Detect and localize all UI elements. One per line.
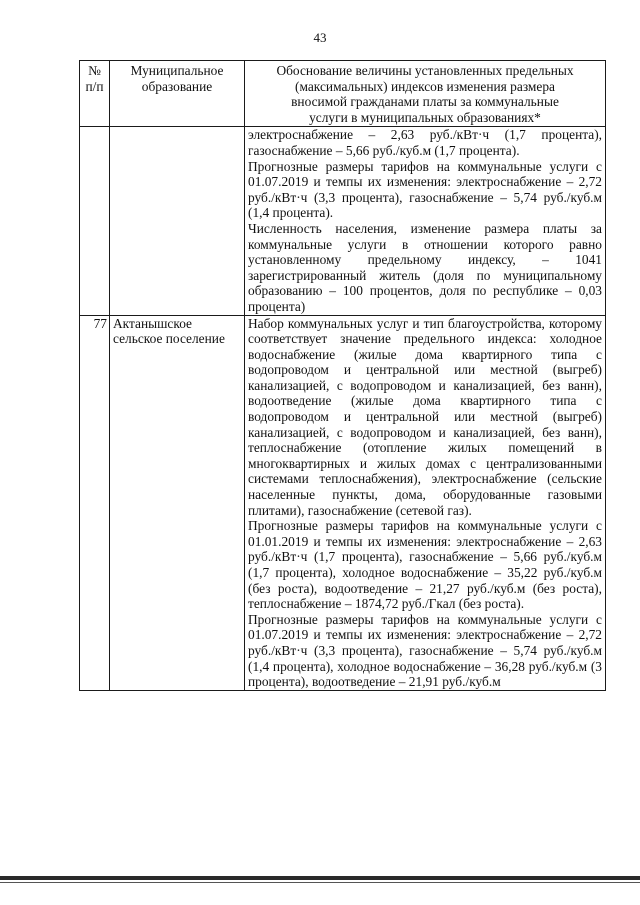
header-justification-line-2: (максимальных) индексов изменения размера — [295, 78, 555, 94]
scan-bottom-edge — [0, 876, 640, 880]
row77-paragraph-2: Прогнозные размеры тарифов на коммунальные услуги с 01.01.2019 и темпы их изменения: электроснабжение – 2,63 руб./кВт·ч (1,7 процента), газоснабжение – 5,66 руб./куб.м (1,7 процента), холодное водоснабжение – 35,22 руб./куб.м (без роста), водоотведение – 21,27 руб./куб.м (без роста), теплоснабжение – 1874,72 руб./Гкал (без роста). — [248, 518, 602, 612]
header-municipality-column — [110, 61, 245, 127]
row-justification-cell — [245, 315, 606, 690]
tariff-justification-table — [79, 60, 606, 691]
continued-paragraph-3: Численность населения, изменение размера платы за коммунальные услуги в отношении которого равно установленному предельному индексу, – 1041 зарегистрированный житель (доля по муниципальному образованию – 100 процентов, доля по республике – 0,03 процента) — [248, 220, 602, 314]
header-municipality-line-2: образование — [141, 78, 213, 94]
header-number-line-2: п/п — [85, 78, 104, 94]
header-row — [80, 61, 606, 127]
row77-paragraph-1: Набор коммунальных услуг и тип благоустройства, которому соответствует значение предельного индекса: холодное водоснабжение (жилые дома квартирного типа с водопроводом и центральной или местной (выгреб) канализацией, с водопроводом и канализацией, без ванн), водоотведение (жилые дома квартирного типа с водопроводом и центральной или местной (выгреб) канализацией, с водопроводом и канализацией, без ванн), теплоснабжение (отопление жилых помещений в многоквартирных и жилых домах с централизованными системами теплоснабжения), электроснабжение (сельские населенные пункты, дома, оборудованные газовыми плитами), газоснабжение (сетевой газ). — [248, 315, 602, 518]
header-number-column — [80, 61, 110, 127]
scan-bottom-edge-thin — [0, 882, 640, 883]
header-justification-line-3: вносимой гражданами платы за коммунальные — [291, 94, 559, 110]
continued-paragraph-1: электроснабжение – 2,63 руб./кВт·ч (1,7 процента), газоснабжение – 5,66 руб./куб.м (1,7 процента). — [248, 127, 602, 158]
row-municipality-cell: Актанышское сельское поселение — [110, 315, 245, 690]
row-number-cell: 77 — [80, 315, 110, 690]
continued-paragraph-2: Прогнозные размеры тарифов на коммунальные услуги с 01.07.2019 и темпы их изменения: электроснабжение – 2,72 руб./кВт·ч (3,3 процента), газоснабжение – 5,74 руб./куб.м (1,4 процента). — [248, 158, 602, 221]
table-row-77 — [80, 315, 606, 690]
header-justification-line-1: Обоснование величины установленных предельных — [276, 63, 574, 78]
page-number: 43 — [313, 30, 327, 45]
header-justification-line-4: услуги в муниципальных образованиях* — [309, 109, 541, 125]
header-municipality-line-1: Муниципальное — [130, 63, 224, 78]
row77-paragraph-3: Прогнозные размеры тарифов на коммунальные услуги с 01.07.2019 и темпы их изменения: электроснабжение – 2,72 руб./кВт·ч (3,3 процента), газоснабжение – 5,74 руб./куб.м (1,4 процента), холодное водоснабжение – 36,28 руб./куб.м (3 процента), водоотведение – 21,91 руб./куб.м — [248, 611, 602, 690]
table-header — [80, 61, 606, 127]
continued-row-justification-cell — [245, 127, 606, 315]
continued-row-municipality-cell — [110, 127, 245, 315]
continued-row-number-cell — [80, 127, 110, 315]
table-row-continued — [80, 127, 606, 315]
header-number-line-1: № — [88, 63, 101, 78]
header-justification-column — [245, 61, 606, 127]
